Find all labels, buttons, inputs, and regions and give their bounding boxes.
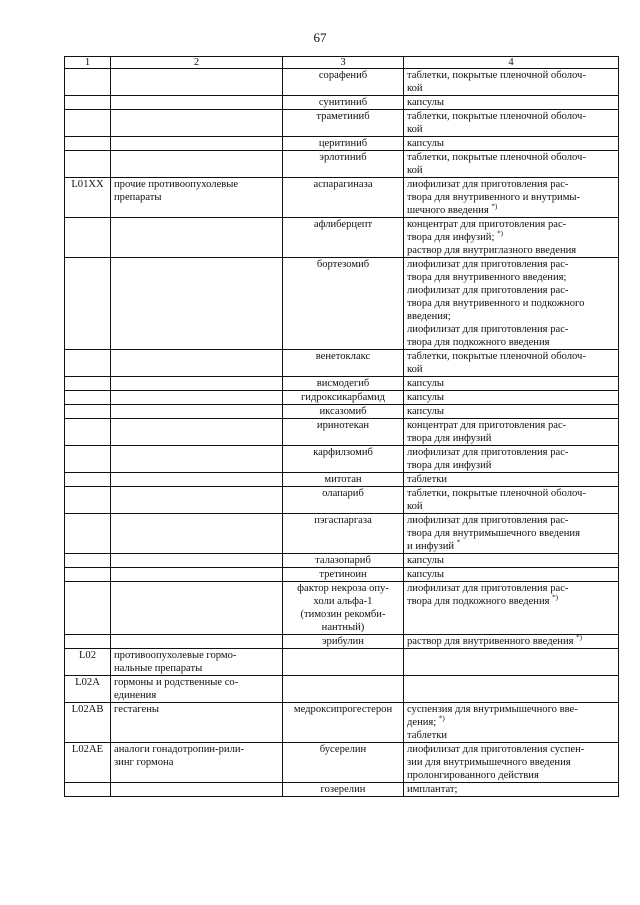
drug-name-cell-text: гидроксикарбамид — [300, 392, 386, 403]
code-cell — [65, 649, 111, 676]
group-cell — [111, 110, 283, 137]
dosage-form-cell — [404, 377, 619, 391]
code-cell — [65, 178, 111, 218]
drug-name-cell-text: бортезомиб — [316, 259, 370, 270]
drug-name-cell — [283, 649, 404, 676]
dosage-form-cell-text: капсулы — [407, 392, 445, 403]
drug-name-cell — [283, 676, 404, 703]
code-cell — [65, 568, 111, 582]
drug-name-cell — [283, 258, 404, 350]
group-cell — [111, 649, 283, 676]
drug-name-cell-text: церитиниб — [318, 138, 368, 149]
table-row — [65, 676, 619, 703]
drug-name-cell — [283, 178, 404, 218]
footnote-mark: *) — [438, 714, 445, 723]
drug-name-cell-text: карфилзомиб — [313, 447, 373, 458]
group-cell — [111, 446, 283, 473]
drug-name-cell — [283, 554, 404, 568]
footnote-mark: *) — [576, 633, 583, 642]
drug-name-cell-text: эрлотиниб — [319, 152, 367, 163]
code-cell — [65, 743, 111, 783]
group-cell — [111, 473, 283, 487]
table-row — [65, 137, 619, 151]
dosage-form-cell-text: таблетки, покрытые пленочной оболоч- кой — [407, 351, 586, 375]
group-cell — [111, 405, 283, 419]
code-cell — [65, 783, 111, 797]
drug-name-cell — [283, 151, 404, 178]
dosage-form-cell-text: таблетки, покрытые пленочной оболоч- кой — [407, 111, 586, 135]
dosage-form-cell — [404, 137, 619, 151]
table-row — [65, 635, 619, 649]
dosage-form-cell — [404, 783, 619, 797]
group-cell — [111, 783, 283, 797]
group-cell-text: прочие противоопухолевые препараты — [114, 179, 239, 203]
dosage-form-cell-text: концентрат для приготовления рас- твора для инфузий — [407, 420, 567, 444]
column-header: 2 — [111, 57, 283, 69]
code-cell — [65, 405, 111, 419]
code-cell — [65, 635, 111, 649]
code-cell-text: L02AB — [71, 704, 104, 715]
group-cell — [111, 582, 283, 635]
dosage-form-cell-text: капсулы — [407, 569, 445, 580]
code-cell — [65, 350, 111, 377]
drug-name-cell — [283, 218, 404, 258]
group-cell — [111, 391, 283, 405]
dosage-form-cell — [404, 635, 619, 649]
table-row — [65, 218, 619, 258]
drug-name-cell-text: пэгаспаргаза — [314, 515, 372, 526]
group-cell — [111, 487, 283, 514]
code-cell-text: L02A — [75, 677, 100, 688]
table-row — [65, 783, 619, 797]
code-cell — [65, 703, 111, 743]
footnote-mark: *) — [552, 593, 559, 602]
code-cell — [65, 676, 111, 703]
drug-name-cell-text: талазопариб — [315, 555, 371, 566]
drug-name-cell-text: бусерелин — [319, 744, 367, 755]
drug-name-cell-text: венетоклакс — [315, 351, 371, 362]
dosage-form-cell-text: лиофилизат для приготовления рас- твора для внутривенного и внутримы- шечного введения — [407, 179, 581, 216]
drug-name-cell — [283, 743, 404, 783]
drug-name-cell — [283, 568, 404, 582]
table-row — [65, 391, 619, 405]
code-cell — [65, 96, 111, 110]
drug-name-cell-text: эрибулин — [322, 636, 364, 647]
page-number: 67 — [313, 30, 327, 45]
footnote-mark: *) — [491, 202, 498, 211]
dosage-form-cell-text: концентрат для приготовления рас- твора для инфузий; — [407, 219, 567, 243]
code-cell — [65, 582, 111, 635]
table-row — [65, 350, 619, 377]
drug-name-cell-text: сунитиниб — [318, 97, 368, 108]
dosage-form-cell-text: имплантат; — [407, 784, 458, 795]
drug-name-cell-text: иринотекан — [316, 420, 370, 431]
group-cell — [111, 258, 283, 350]
table-row — [65, 110, 619, 137]
drug-name-cell-text: аспарагиназа — [313, 179, 373, 190]
column-header: 1 — [65, 57, 111, 69]
dosage-form-cell-text: лиофилизат для приготовления рас- твора для внутримышечного введения и инфузий — [407, 515, 580, 552]
code-cell — [65, 218, 111, 258]
table-row — [65, 258, 619, 350]
dosage-form-cell — [404, 350, 619, 377]
drug-name-cell — [283, 419, 404, 446]
group-cell-text: аналоги гонадотропин-рили- зинг гормона — [114, 744, 245, 768]
dosage-form-cell — [404, 649, 619, 676]
group-cell — [111, 676, 283, 703]
group-cell-text: гормоны и родственные со- единения — [114, 677, 239, 701]
dosage-form-cell-text: капсулы — [407, 138, 445, 149]
drug-name-cell — [283, 446, 404, 473]
group-cell — [111, 69, 283, 96]
dosage-form-cell — [404, 514, 619, 554]
drug-name-cell-text: сорафениб — [318, 70, 368, 81]
group-cell — [111, 703, 283, 743]
table-row — [65, 96, 619, 110]
group-cell — [111, 419, 283, 446]
drug-name-cell-text: третиноин — [319, 569, 367, 580]
dosage-form-cell-text: капсулы — [407, 406, 445, 417]
code-cell — [65, 110, 111, 137]
dosage-form-cell — [404, 69, 619, 96]
column-header: 3 — [283, 57, 404, 69]
dosage-form-cell — [404, 419, 619, 446]
code-cell — [65, 137, 111, 151]
code-cell — [65, 419, 111, 446]
dosage-form-cell — [404, 473, 619, 487]
table-row — [65, 487, 619, 514]
dosage-form-cell — [404, 96, 619, 110]
code-cell — [65, 69, 111, 96]
dosage-form-cell — [404, 110, 619, 137]
drug-name-cell-text: фактор некроза опу- холи альфа-1 (тимозин рекомби- нантный) — [297, 583, 389, 633]
dosage-form-cell-text: лиофилизат для приготовления рас- твора для инфузий — [407, 447, 569, 471]
group-cell — [111, 377, 283, 391]
table-row — [65, 419, 619, 446]
drug-name-cell — [283, 783, 404, 797]
group-cell — [111, 568, 283, 582]
dosage-form-cell — [404, 446, 619, 473]
dosage-form-cell-text: суспензия для внутримышечного вве- дения; — [407, 704, 578, 728]
table-row — [65, 178, 619, 218]
drug-name-cell — [283, 703, 404, 743]
drug-name-cell — [283, 137, 404, 151]
group-cell — [111, 514, 283, 554]
dosage-form-cell — [404, 391, 619, 405]
code-cell — [65, 473, 111, 487]
code-cell — [65, 391, 111, 405]
drug-name-cell — [283, 377, 404, 391]
drug-name-cell — [283, 69, 404, 96]
drug-name-cell-text: висмодегиб — [316, 378, 370, 389]
table-row — [65, 151, 619, 178]
group-cell — [111, 350, 283, 377]
drug-name-cell — [283, 582, 404, 635]
table-row — [65, 649, 619, 676]
dosage-form-cell-text: капсулы — [407, 97, 445, 108]
drug-name-cell — [283, 96, 404, 110]
group-cell — [111, 218, 283, 258]
drug-name-cell — [283, 405, 404, 419]
group-cell — [111, 743, 283, 783]
code-cell — [65, 487, 111, 514]
dosage-form-cell — [404, 582, 619, 635]
group-cell-text: противоопухолевые гормо- нальные препараты — [114, 650, 237, 674]
code-cell-text: L02AE — [71, 744, 104, 755]
dosage-form-extra: раствор для внутриглазного введения — [407, 245, 577, 256]
table-row — [65, 554, 619, 568]
drug-name-cell — [283, 487, 404, 514]
drug-name-cell — [283, 635, 404, 649]
dosage-form-cell — [404, 218, 619, 258]
table-body — [65, 69, 619, 797]
dosage-form-extra: таблетки — [407, 730, 448, 741]
group-cell — [111, 635, 283, 649]
table-row — [65, 743, 619, 783]
table-row — [65, 582, 619, 635]
group-cell — [111, 137, 283, 151]
dosage-form-cell — [404, 703, 619, 743]
dosage-form-cell — [404, 405, 619, 419]
dosage-form-cell — [404, 554, 619, 568]
dosage-form-cell — [404, 178, 619, 218]
table-row — [65, 514, 619, 554]
drug-name-cell — [283, 473, 404, 487]
dosage-form-cell-text: лиофилизат для приготовления рас- твора для внутривенного введения; лиофилизат для приготовления рас- твора для внутривенного и подкожного введения; лиофилизат для приготовления рас- твора для подкожного введения — [407, 259, 585, 348]
table-header-row — [65, 57, 619, 69]
code-cell — [65, 258, 111, 350]
footnote-mark: *) — [497, 229, 503, 238]
table-row — [65, 446, 619, 473]
dosage-form-cell — [404, 487, 619, 514]
drug-name-cell-text: траметиниб — [316, 111, 370, 122]
dosage-form-cell-text: капсулы — [407, 555, 445, 566]
table-row — [65, 473, 619, 487]
code-cell — [65, 446, 111, 473]
group-cell — [111, 96, 283, 110]
dosage-form-cell — [404, 151, 619, 178]
drug-table — [64, 56, 619, 797]
dosage-form-cell — [404, 258, 619, 350]
code-cell-text: L02 — [78, 650, 97, 661]
dosage-form-cell — [404, 568, 619, 582]
drug-name-cell-text: медроксипрогестерон — [293, 704, 393, 715]
column-header: 4 — [404, 57, 619, 69]
table-row — [65, 377, 619, 391]
drug-name-cell-text: афлиберцепт — [313, 219, 373, 230]
table-row — [65, 703, 619, 743]
drug-name-cell — [283, 514, 404, 554]
drug-name-cell-text: гозерелин — [320, 784, 366, 795]
dosage-form-cell-text: таблетки, покрытые пленочной оболоч- кой — [407, 152, 586, 176]
dosage-form-cell-text: лиофилизат для приготовления суспен- зии для внутримышечного введения пролонгированного действия — [407, 744, 585, 781]
dosage-form-cell-text: капсулы — [407, 378, 445, 389]
dosage-form-cell-text: таблетки, покрытые пленочной оболоч- кой — [407, 70, 586, 94]
drug-name-cell — [283, 391, 404, 405]
group-cell-text: гестагены — [114, 704, 160, 715]
code-cell — [65, 554, 111, 568]
drug-name-cell-text: иксазомиб — [319, 406, 367, 417]
dosage-form-cell-text: таблетки, покрытые пленочной оболоч- кой — [407, 488, 586, 512]
drug-name-cell-text: олапариб — [322, 488, 364, 499]
dosage-form-cell — [404, 676, 619, 703]
group-cell — [111, 178, 283, 218]
table-row — [65, 69, 619, 96]
drug-name-cell-text: митотан — [324, 474, 362, 485]
drug-name-cell — [283, 110, 404, 137]
code-cell — [65, 377, 111, 391]
dosage-form-cell-text: лиофилизат для приготовления рас- твора для подкожного введения — [407, 583, 569, 607]
dosage-form-cell — [404, 743, 619, 783]
dosage-form-cell-text: таблетки — [407, 474, 448, 485]
table-row — [65, 568, 619, 582]
code-cell-text: L01XX — [71, 179, 104, 190]
dosage-form-cell-text: раствор для внутривенного введения — [407, 636, 574, 647]
group-cell — [111, 554, 283, 568]
footnote-mark: * — [456, 538, 461, 547]
code-cell — [65, 151, 111, 178]
group-cell — [111, 151, 283, 178]
drug-name-cell — [283, 350, 404, 377]
table-row — [65, 405, 619, 419]
code-cell — [65, 514, 111, 554]
